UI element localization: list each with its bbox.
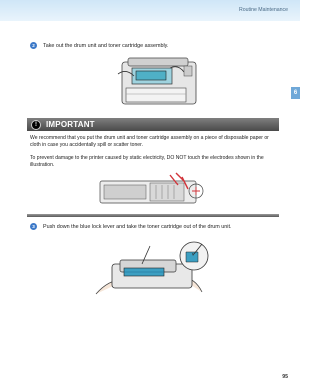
warning-icon: ! [31, 120, 41, 130]
important-label: IMPORTANT [46, 120, 95, 129]
page-number: 95 [282, 374, 288, 380]
important-paragraph-1: We recommend that you put the drum unit and toner cartridge assembly on a piece of disposable paper or cloth in case you accidentally spill or scatter toner. [30, 135, 269, 148]
toner-removal-illustration [90, 238, 218, 310]
header-band [0, 0, 300, 21]
drum-electrodes-illustration [96, 171, 208, 209]
step-text: Push down the blue lock lever and take the toner cartridge out of the drum unit. [43, 223, 232, 230]
step-2 [30, 42, 168, 49]
important-bar [27, 118, 279, 131]
step-number: 3 [30, 223, 37, 230]
step-3 [30, 223, 232, 230]
step-text: Take out the drum unit and toner cartridge assembly. [43, 42, 169, 49]
chapter-tab: 6 [291, 87, 300, 99]
header-title: Routine Maintenance [238, 7, 288, 13]
important-end-bar [27, 214, 279, 217]
step-number: 2 [30, 42, 37, 49]
printer-drum-removal-illustration [112, 54, 202, 109]
important-paragraph-2: To prevent damage to the printer caused by static electricity, DO NOT touch the electrodes shown in the illustration. [30, 155, 264, 168]
